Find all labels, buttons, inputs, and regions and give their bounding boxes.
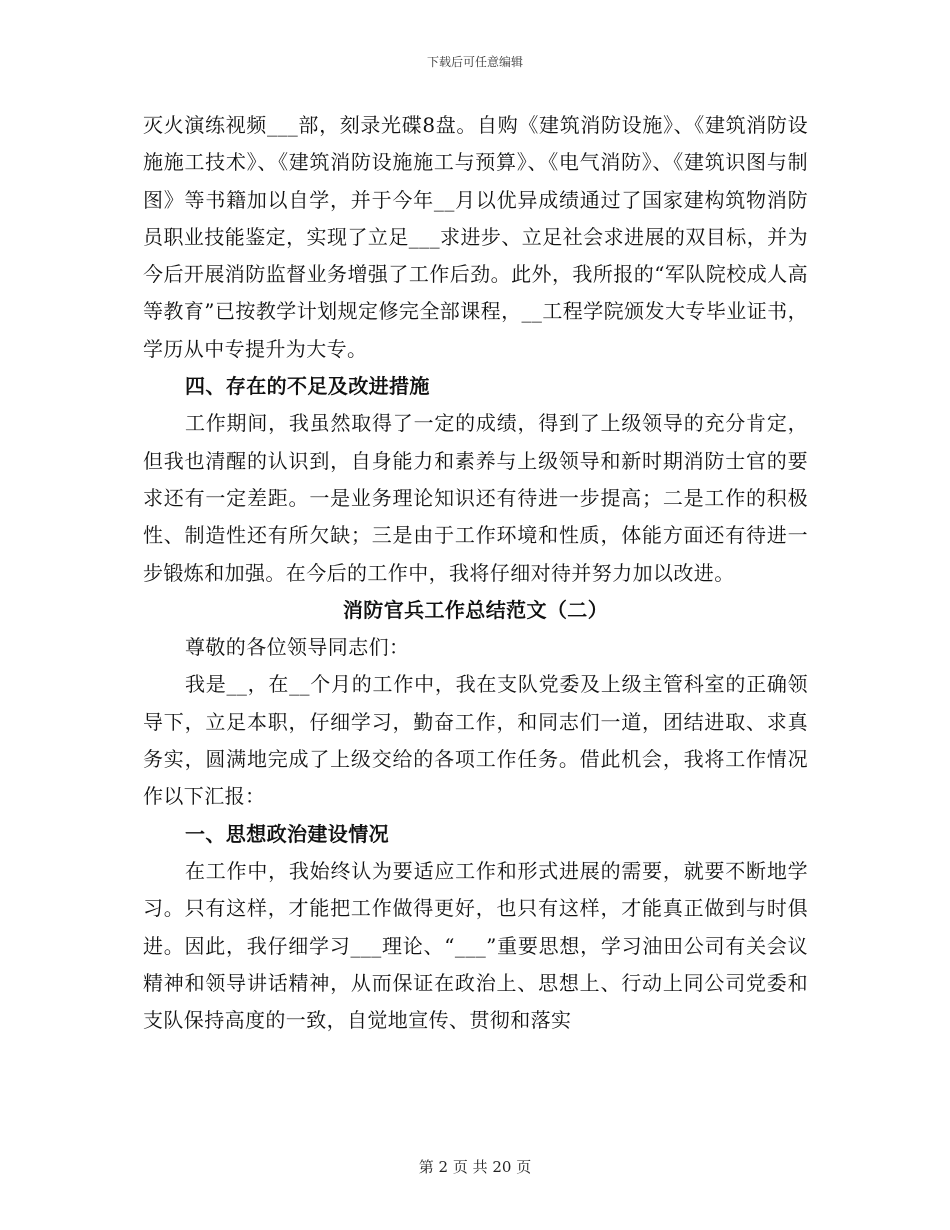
section-heading-shortcomings: 四、存在的不足及改进措施 <box>185 374 430 399</box>
paragraph-political: 在工作中，我始终认为要适应工作和形式进展的需要，就要不断地学习。只有这样，才能把工作做得更好，也只有这样，才能真正做到与时俱进。因此，我仔细学习___理论、“___”重要思想，学习油田公司有关会议精神和领导讲话精神，从而保证在政治上、思想上、行动上同公司党委和支队保持高度的一致，自觉地宣传、贯彻和落实 <box>143 858 808 1033</box>
paragraph-shortcomings: 工作期间，我虽然取得了一定的成绩，得到了上级领导的充分肯定，但我也清醒的认识到，自身能力和素养与上级领导和新时期消防士官的要求还有一定差距。一是业务理论知识还有待进一步提高；二是工作的积极性、制造性还有所欠缺；三是由于工作环境和性质，体能方面还有待进一步锻炼和加强。在今后的工作中，我将仔细对待并努力加以改进。 <box>143 411 808 585</box>
section-heading-political: 一、思想政治建设情况 <box>185 821 389 846</box>
page-footer: 第 2 页 共 20 页 <box>418 1158 532 1176</box>
document-body <box>143 107 808 1039</box>
page-header: 下载后可任意编辑 <box>426 55 523 69</box>
paragraph-introduction: 我是__，在__个月的工作中，我在支队党委及上级主管科室的正确领导下，立足本职，仔细学习，勤奋工作，和同志们一道，团结进取、求真务实，圆满地完成了上级交给的各项工作任务。借此机会，我将工作情况作以下汇报： <box>143 672 808 809</box>
salutation: 尊敬的各位领导同志们： <box>185 635 410 660</box>
paragraph-training-materials: 灭火演练视频___部，刻录光碟8盘。自购《建筑消防设施》、《建筑消防设施施工技术》、《建筑消防设施施工与预算》、《电气消防》、《建筑识图与制图》等书籍加以自学，并于今年__月以优异成绩通过了国家建构筑物消防员职业技能鉴定，实现了立足___求进步、立足社会求进展的双目标，并为今后开展消防监督业务增强了工作后劲。此外，我所报的“军队院校成人高等教育”已按教学计划规定修完全部课程，__工程学院颁发大专毕业证书，学历从中专提升为大专。 <box>143 113 808 361</box>
document-subtitle: 消防官兵工作总结范文（二） <box>342 597 609 622</box>
